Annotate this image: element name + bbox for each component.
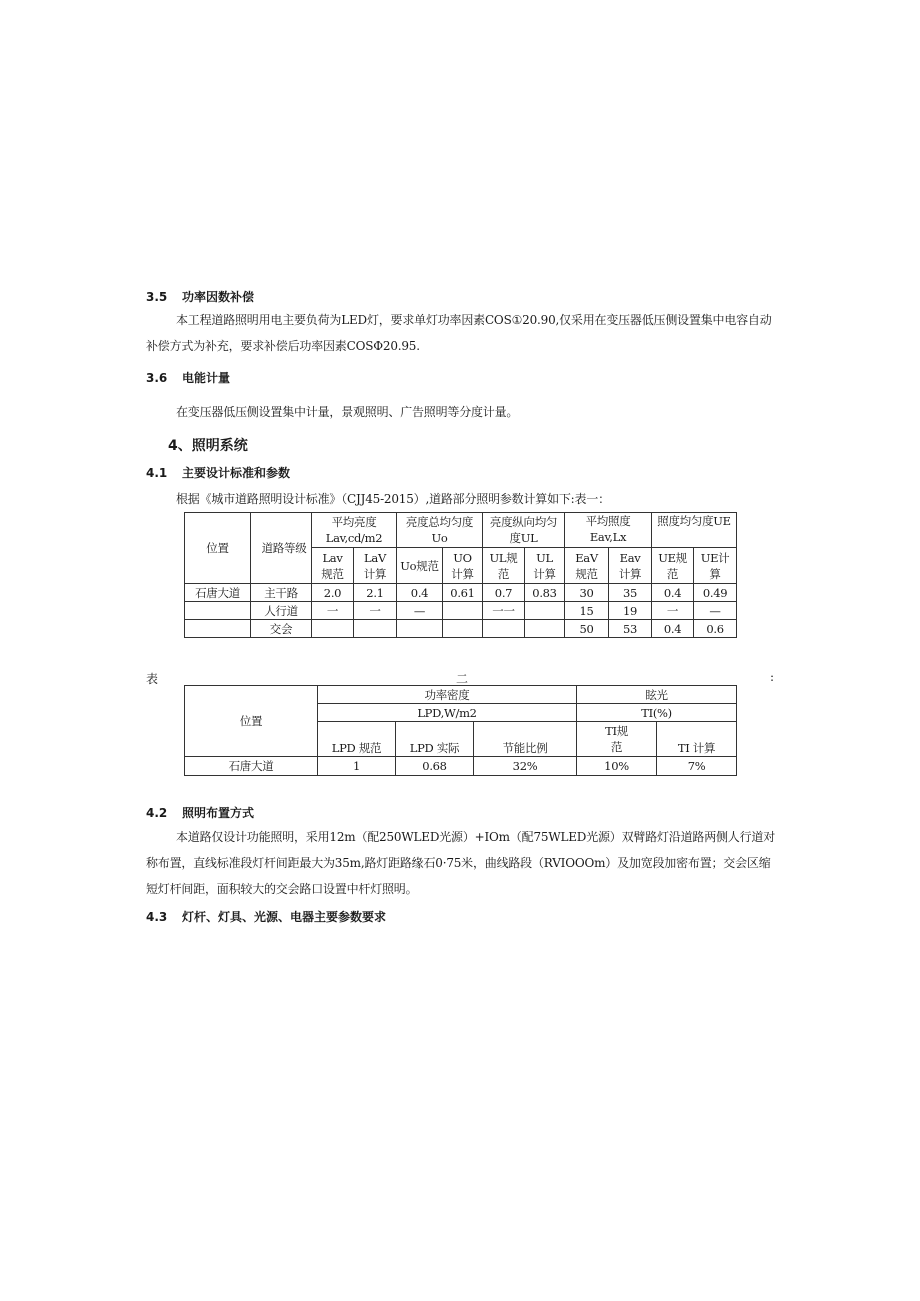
table2-caption-number: 二 xyxy=(456,672,469,686)
table-row xyxy=(185,602,737,620)
table-row xyxy=(185,584,737,602)
cell xyxy=(397,620,443,638)
section-heading-4-1 xyxy=(146,464,290,481)
cell: 0.7 xyxy=(483,584,525,602)
subheader-ue-calc: UE计算 xyxy=(694,548,737,584)
subheader-ti-spec: TI规范 xyxy=(577,722,657,757)
subheader-uo-calc: UO计算 xyxy=(443,548,483,584)
cell: 0.4 xyxy=(652,620,694,638)
cell: 19 xyxy=(609,602,652,620)
cell xyxy=(354,620,397,638)
cell: 2.0 xyxy=(312,584,354,602)
row-grade: 人行道 xyxy=(251,602,312,620)
header-longitudinal-uniformity: 亮度纵向均匀度UL xyxy=(483,513,565,548)
subheader-energy-saving: 节能比例 xyxy=(474,722,577,757)
cell: 50 xyxy=(565,620,609,638)
row-position xyxy=(185,620,251,638)
header-glare: 眩光 xyxy=(577,686,737,704)
row-grade: 交会 xyxy=(251,620,312,638)
header-avg-luminance: 平均亮度Lav,cd/m2 xyxy=(312,513,397,548)
section-number: 4.2 xyxy=(146,806,168,820)
cell: 0.61 xyxy=(443,584,483,602)
chapter-heading-4: 4、照明系统 xyxy=(168,438,248,454)
cell xyxy=(443,602,483,620)
cell xyxy=(312,620,354,638)
section-title: 电能计量 xyxy=(182,371,231,385)
cell: 10% xyxy=(577,757,657,776)
header-glare-unit: TI(%) xyxy=(577,704,737,722)
subheader-ul-calc: UL计算 xyxy=(525,548,565,584)
section-title: 功率因数补偿 xyxy=(182,290,255,304)
section-number: 3.6 xyxy=(146,371,168,385)
section-heading-3-6 xyxy=(146,369,230,386)
section-number: 4.1 xyxy=(146,466,168,480)
subheader-lpd-actual: LPD 实际 xyxy=(396,722,474,757)
section-title: 照明布置方式 xyxy=(182,806,255,820)
row-position: 石唐大道 xyxy=(185,757,318,776)
table1-intro: 根据《城市道路照明设计标准》（CJJ45-2015）,道路部分照明参数计算如下:表一： xyxy=(176,492,610,506)
section-number: 4.3 xyxy=(146,910,168,924)
paragraph-3-5 xyxy=(146,307,776,359)
section-heading-3-5 xyxy=(146,288,254,305)
cell: 0.6 xyxy=(694,620,737,638)
section-title: 主要设计标准和参数 xyxy=(182,466,291,480)
cell: 35 xyxy=(609,584,652,602)
cell: 一一 xyxy=(483,602,525,620)
header-road-grade: 道路等级 xyxy=(251,513,312,584)
cell: 0.49 xyxy=(694,584,737,602)
subheader-uo-spec: Uo规范 xyxy=(397,548,443,584)
cell: 一 xyxy=(652,602,694,620)
cell: 53 xyxy=(609,620,652,638)
power-density-table xyxy=(184,685,737,776)
header-position: 位置 xyxy=(185,513,251,584)
row-position xyxy=(185,602,251,620)
section-heading-4-2 xyxy=(146,804,254,821)
paragraph-text: 本道路仅设计功能照明，采用12m（配250WLED光源）+IOm（配75WLED光源）双臂路灯沿道路两侧人行道对称布置，直线标准段灯杆间距最大为35m,路灯距路缘石0·75米，曲线路段（RVIOOOm）及加宽段加密布置；交会区缩短灯杆间距，面积较大的交会路口设置中杆灯照明。 xyxy=(146,830,776,896)
paragraph-4-2 xyxy=(146,824,776,902)
cell: — xyxy=(694,602,737,620)
table-row xyxy=(185,757,737,776)
subheader-ul-spec: UL规范 xyxy=(483,548,525,584)
cell: 7% xyxy=(657,757,737,776)
subheader-lav-calc: LaV计算 xyxy=(354,548,397,584)
paragraph-text: 在变压器低压侧设置集中计量，景观照明、广告照明等分度计量。 xyxy=(176,405,519,419)
header-power-density-unit: LPD,W/m2 xyxy=(318,704,577,722)
cell: 0.68 xyxy=(396,757,474,776)
cell: 30 xyxy=(565,584,609,602)
lighting-parameters-table xyxy=(184,512,737,638)
row-position: 石唐大道 xyxy=(185,584,251,602)
subheader-ti-calc: TI 计算 xyxy=(657,722,737,757)
cell xyxy=(525,602,565,620)
cell: — xyxy=(397,602,443,620)
table2-caption-colon: : xyxy=(770,670,775,684)
header-power-density: 功率密度 xyxy=(318,686,577,704)
subheader-ue-spec: UE规范 xyxy=(652,548,694,584)
header-illuminance-uniformity: 照度均匀度UE xyxy=(652,513,737,548)
table2-caption-left: 表 xyxy=(146,672,159,686)
section-number: 3.5 xyxy=(146,290,168,304)
paragraph-text: 本工程道路照明用电主要负荷为LED灯，要求单灯功率因素COS①20.90,仅采用在变压器低压侧设置集中电容自动补偿方式为补充，要求补偿后功率因素COSΦ20.95. xyxy=(146,313,772,353)
cell: 0.83 xyxy=(525,584,565,602)
cell xyxy=(525,620,565,638)
cell: 15 xyxy=(565,602,609,620)
row-grade: 主干路 xyxy=(251,584,312,602)
cell xyxy=(443,620,483,638)
cell: 一 xyxy=(312,602,354,620)
cell: 0.4 xyxy=(397,584,443,602)
subheader-lpd-spec: LPD 规范 xyxy=(318,722,396,757)
header-luminance-uniformity: 亮度总均匀度Uo xyxy=(397,513,483,548)
cell: 一 xyxy=(354,602,397,620)
paragraph-3-6 xyxy=(146,399,776,425)
section-title: 灯杆、灯具、光源、电器主要参数要求 xyxy=(182,910,387,924)
cell: 0.4 xyxy=(652,584,694,602)
table-row xyxy=(185,620,737,638)
subheader-lav-spec: Lav规范 xyxy=(312,548,354,584)
header-avg-illuminance: 平均照度Eav,Lx xyxy=(565,513,652,548)
cell xyxy=(483,620,525,638)
cell: 1 xyxy=(318,757,396,776)
section-heading-4-3 xyxy=(146,908,386,925)
header-position: 位置 xyxy=(185,686,318,757)
cell: 32% xyxy=(474,757,577,776)
subheader-eav-calc: Eav计算 xyxy=(609,548,652,584)
cell: 2.1 xyxy=(354,584,397,602)
subheader-eav-spec: EaV规范 xyxy=(565,548,609,584)
